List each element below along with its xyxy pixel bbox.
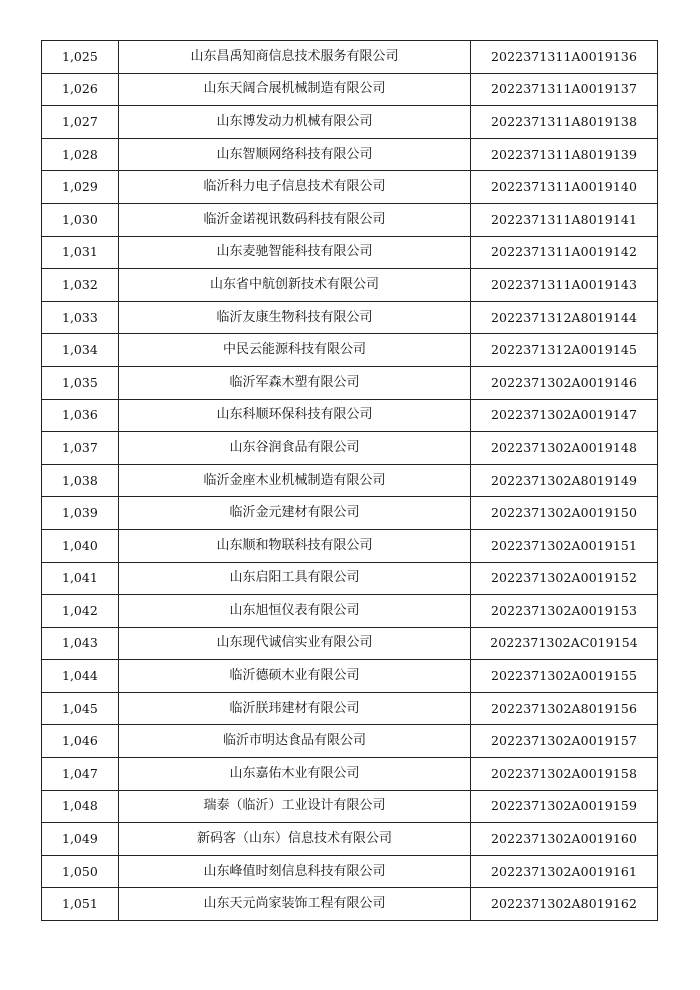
registration-code-cell: 2022371302A0019158 [471,758,658,791]
row-number-cell: 1,034 [42,334,119,367]
registration-code-cell: 2022371302A0019146 [471,366,658,399]
registration-code-cell: 2022371311A0019137 [471,73,658,106]
registration-code-cell: 2022371311A8019138 [471,106,658,139]
company-name-cell: 山东谷润食品有限公司 [119,432,471,465]
registration-code-cell: 2022371311A0019143 [471,269,658,302]
row-number-cell: 1,042 [42,595,119,628]
company-name-cell: 新码客（山东）信息技术有限公司 [119,823,471,856]
row-number-cell: 1,047 [42,758,119,791]
registration-code-cell: 2022371302A8019156 [471,692,658,725]
row-number-cell: 1,027 [42,106,119,139]
row-number-cell: 1,050 [42,855,119,888]
company-name-cell: 山东昌禹知商信息技术服务有限公司 [119,41,471,74]
company-name-cell: 山东智顺网络科技有限公司 [119,138,471,171]
registration-code-cell: 2022371311A0019140 [471,171,658,204]
row-number-cell: 1,035 [42,366,119,399]
registration-code-cell: 2022371302A0019150 [471,497,658,530]
table-row [42,106,658,139]
row-number-cell: 1,039 [42,497,119,530]
registration-code-cell: 2022371302A0019157 [471,725,658,758]
registration-code-cell: 2022371302A0019152 [471,562,658,595]
registration-code-cell: 2022371302A0019153 [471,595,658,628]
row-number-cell: 1,044 [42,660,119,693]
company-name-cell: 山东天阔合展机械制造有限公司 [119,73,471,106]
table-row [42,203,658,236]
company-name-cell: 山东省中航创新技术有限公司 [119,269,471,302]
registration-code-cell: 2022371312A8019144 [471,301,658,334]
company-name-cell: 山东博发动力机械有限公司 [119,106,471,139]
table-row [42,41,658,74]
company-name-cell: 临沂市明达食品有限公司 [119,725,471,758]
row-number-cell: 1,030 [42,203,119,236]
row-number-cell: 1,032 [42,269,119,302]
row-number-cell: 1,049 [42,823,119,856]
company-name-cell: 山东麦驰智能科技有限公司 [119,236,471,269]
table-row [42,529,658,562]
table-row [42,595,658,628]
company-name-cell: 临沂科力电子信息技术有限公司 [119,171,471,204]
registration-code-cell: 2022371302A8019162 [471,888,658,921]
company-name-cell: 山东嘉佑木业有限公司 [119,758,471,791]
table-row [42,823,658,856]
registration-code-cell: 2022371311A0019136 [471,41,658,74]
row-number-cell: 1,041 [42,562,119,595]
table-row [42,855,658,888]
row-number-cell: 1,036 [42,399,119,432]
row-number-cell: 1,043 [42,627,119,660]
table-row [42,464,658,497]
row-number-cell: 1,040 [42,529,119,562]
table-row [42,334,658,367]
row-number-cell: 1,026 [42,73,119,106]
table-row [42,73,658,106]
registration-code-cell: 2022371302A0019151 [471,529,658,562]
registration-code-cell: 2022371311A8019141 [471,203,658,236]
registration-code-cell: 2022371302A0019147 [471,399,658,432]
table-row [42,758,658,791]
company-name-cell: 临沂金诺视讯数码科技有限公司 [119,203,471,236]
company-name-cell: 临沂朕玮建材有限公司 [119,692,471,725]
table-row [42,692,658,725]
table-row [42,269,658,302]
company-name-cell: 瑞泰（临沂）工业设计有限公司 [119,790,471,823]
table-row [42,627,658,660]
registration-code-cell: 2022371302AC019154 [471,627,658,660]
table-row [42,562,658,595]
registration-code-cell: 2022371302A0019155 [471,660,658,693]
row-number-cell: 1,031 [42,236,119,269]
company-registry-table [41,40,658,921]
row-number-cell: 1,033 [42,301,119,334]
registration-code-cell: 2022371302A8019149 [471,464,658,497]
registration-code-cell: 2022371302A0019160 [471,823,658,856]
company-name-cell: 临沂友康生物科技有限公司 [119,301,471,334]
company-name-cell: 临沂金座木业机械制造有限公司 [119,464,471,497]
table-row [42,171,658,204]
row-number-cell: 1,046 [42,725,119,758]
table-row [42,432,658,465]
table-row [42,366,658,399]
company-name-cell: 山东科顺环保科技有限公司 [119,399,471,432]
company-name-cell: 临沂军森木塑有限公司 [119,366,471,399]
company-name-cell: 山东启阳工具有限公司 [119,562,471,595]
registration-code-cell: 2022371312A0019145 [471,334,658,367]
company-name-cell: 山东旭恒仪表有限公司 [119,595,471,628]
registration-code-cell: 2022371311A8019139 [471,138,658,171]
row-number-cell: 1,025 [42,41,119,74]
registration-code-cell: 2022371311A0019142 [471,236,658,269]
table-row [42,301,658,334]
company-name-cell: 山东峰值时刻信息科技有限公司 [119,855,471,888]
row-number-cell: 1,038 [42,464,119,497]
table-row [42,660,658,693]
table-row [42,888,658,921]
table-row [42,790,658,823]
company-name-cell: 中民云能源科技有限公司 [119,334,471,367]
row-number-cell: 1,045 [42,692,119,725]
row-number-cell: 1,029 [42,171,119,204]
company-name-cell: 山东天元尚家装饰工程有限公司 [119,888,471,921]
table-row [42,725,658,758]
company-name-cell: 山东顺和物联科技有限公司 [119,529,471,562]
row-number-cell: 1,028 [42,138,119,171]
row-number-cell: 1,037 [42,432,119,465]
company-name-cell: 临沂德硕木业有限公司 [119,660,471,693]
company-name-cell: 山东现代诚信实业有限公司 [119,627,471,660]
table-row [42,236,658,269]
company-name-cell: 临沂金元建材有限公司 [119,497,471,530]
row-number-cell: 1,048 [42,790,119,823]
table-row [42,138,658,171]
table-row [42,497,658,530]
row-number-cell: 1,051 [42,888,119,921]
registration-code-cell: 2022371302A0019161 [471,855,658,888]
registration-code-cell: 2022371302A0019159 [471,790,658,823]
table-row [42,399,658,432]
table-body [42,41,658,921]
registration-code-cell: 2022371302A0019148 [471,432,658,465]
